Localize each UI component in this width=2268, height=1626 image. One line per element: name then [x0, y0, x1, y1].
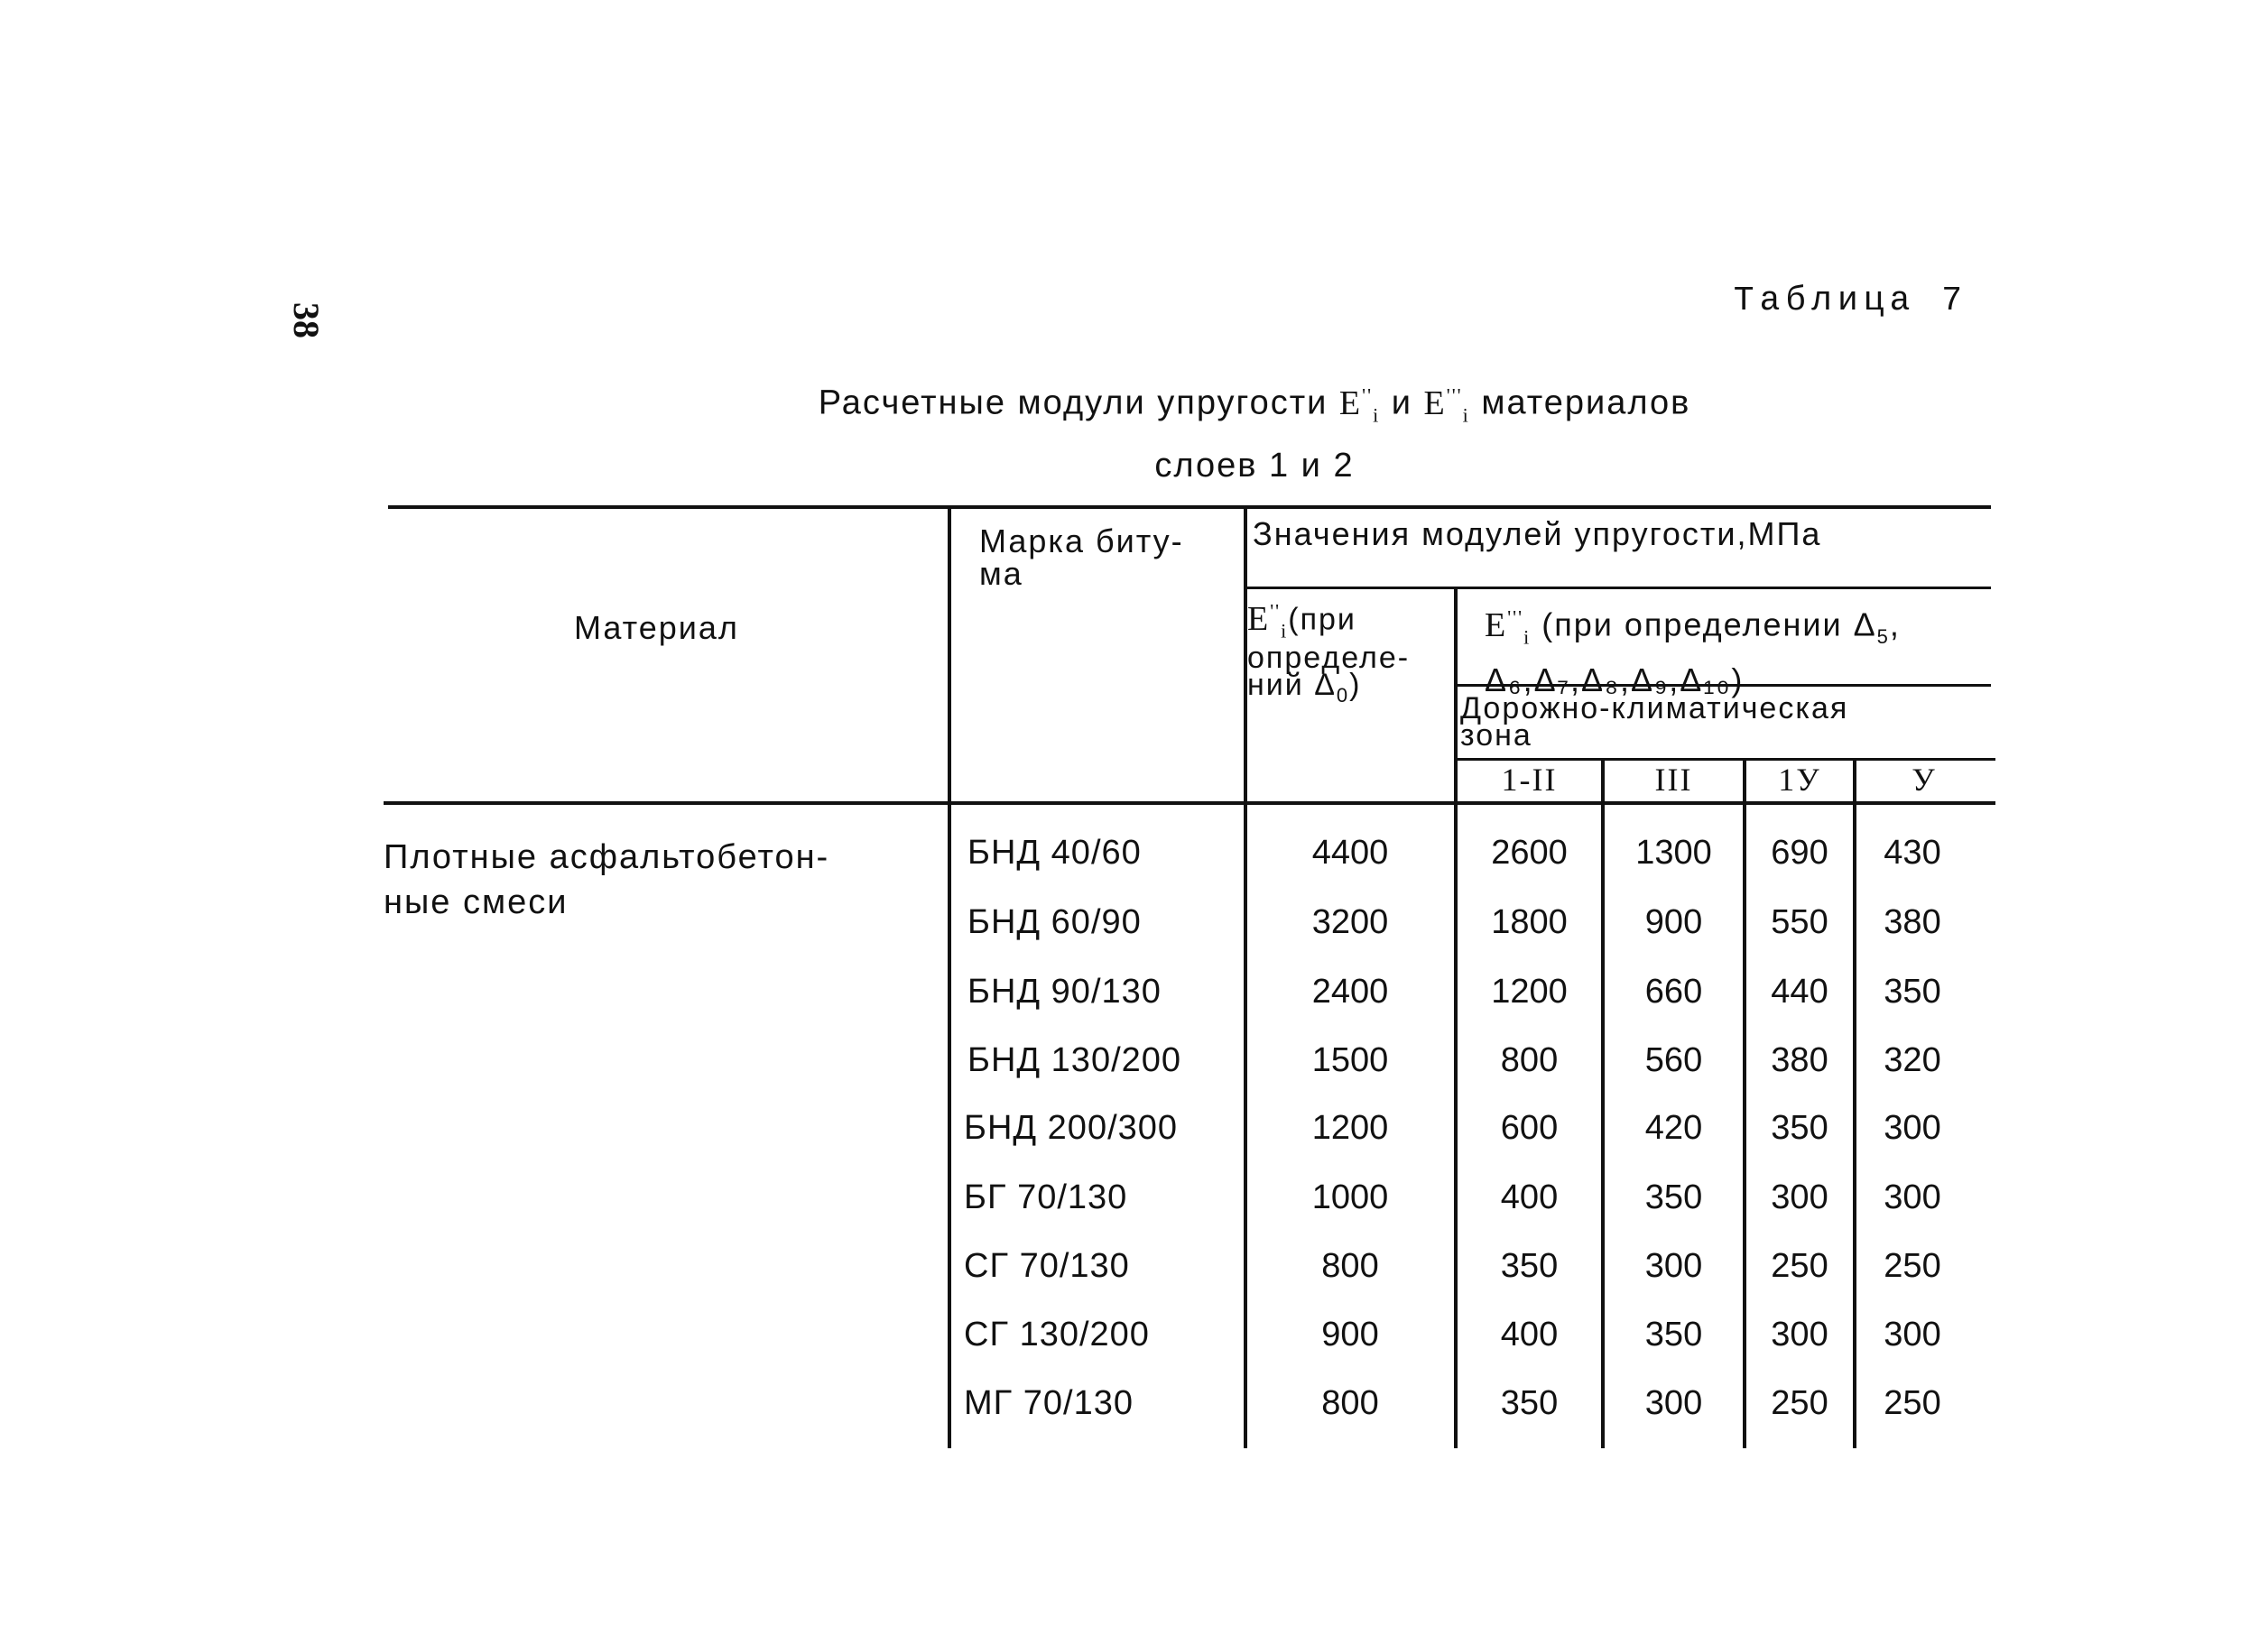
- material-name-line1: Плотные асфальтобетон-: [384, 838, 830, 876]
- cell-mark: БНД 130/200: [967, 1041, 1182, 1079]
- cell-mark: БНД 200/300: [964, 1109, 1179, 1147]
- cell-e2: 1000: [1311, 1178, 1389, 1216]
- e-sup: ''': [1507, 605, 1524, 628]
- header-zone-col-4: У: [1912, 762, 1937, 798]
- e-base: E: [1247, 599, 1271, 638]
- e-sub: i: [1281, 619, 1289, 642]
- cell-e2: 1500: [1311, 1041, 1389, 1079]
- cell-e2: 800: [1321, 1247, 1379, 1285]
- cell-mark: БГ 70/130: [964, 1178, 1128, 1216]
- cell-mark: МГ 70/130: [964, 1384, 1134, 1422]
- e2-text-a: (при: [1288, 602, 1356, 637]
- header-zone-line2: зона: [1460, 718, 1532, 753]
- header-e2: [1247, 597, 1453, 709]
- table-top-rule: [388, 505, 1991, 509]
- cell-zone-3: 250: [1771, 1384, 1828, 1422]
- cell-zone-3: 350: [1771, 1109, 1828, 1147]
- cell-zone-2: 350: [1644, 1316, 1703, 1353]
- header-zone-col-1: 1-II: [1501, 762, 1558, 798]
- cell-zone-2: 420: [1644, 1109, 1703, 1147]
- header-e2-line3: [1247, 668, 1453, 709]
- e-sub: i: [1462, 403, 1470, 427]
- cell-zone-3: 250: [1771, 1247, 1828, 1285]
- header-e2-line2: определе-: [1247, 641, 1411, 676]
- cell-zone-1: 350: [1500, 1384, 1559, 1422]
- cell-mark: БНД 90/130: [967, 973, 1162, 1011]
- cell-zone-3: 300: [1771, 1316, 1828, 1353]
- cell-zone-1: 400: [1500, 1178, 1559, 1216]
- cell-zone-4: 350: [1884, 973, 1941, 1011]
- header-bottom-rule: [384, 801, 1995, 805]
- cell-zone-4: 380: [1884, 903, 1941, 941]
- header-bitumen-mark: [979, 522, 1184, 592]
- e-sub: i: [1373, 403, 1381, 427]
- cell-zone-4: 300: [1884, 1178, 1941, 1216]
- header-e3: [1485, 596, 1999, 702]
- cell-zone-3: 440: [1771, 973, 1828, 1011]
- cell-zone-1: 1200: [1491, 973, 1568, 1011]
- col-divider-material: [948, 507, 951, 1448]
- e2-delta-sub: 0: [1336, 684, 1350, 707]
- cell-zone-2: 900: [1644, 903, 1703, 941]
- header-bitumen-mark-line2: ма: [979, 555, 1023, 592]
- header-material: Материал: [574, 609, 739, 646]
- e-base: E: [1338, 383, 1363, 422]
- cell-zone-1: 400: [1500, 1316, 1559, 1353]
- e3-text-a: (при определении Δ: [1541, 605, 1877, 643]
- e2-text-c: ний Δ: [1247, 668, 1337, 703]
- cell-e2: 1200: [1311, 1109, 1389, 1147]
- cell-zone-3: 550: [1771, 903, 1828, 941]
- title-text-c: материалов: [1469, 383, 1691, 422]
- cell-mark: СГ 70/130: [964, 1247, 1130, 1285]
- cell-zone-4: 430: [1884, 834, 1941, 872]
- cell-zone-1: 350: [1500, 1247, 1559, 1285]
- cell-zone-4: 300: [1884, 1109, 1941, 1147]
- header-zone-col-2: III: [1654, 762, 1693, 798]
- cell-zone-2: 350: [1644, 1178, 1703, 1216]
- cell-mark: БНД 40/60: [967, 834, 1142, 872]
- cell-zone-3: 380: [1771, 1041, 1828, 1079]
- e-sup: ''': [1446, 383, 1463, 406]
- modulus-rule: [1246, 587, 1991, 589]
- table-label: Таблица 7: [1733, 282, 1967, 320]
- e-triple-prime-symbol: [1423, 383, 1470, 427]
- e2-symbol: [1247, 599, 1289, 642]
- title-line-2: слоев 1 и 2: [1154, 447, 1355, 485]
- table-title: [686, 370, 1823, 491]
- cell-e2: 900: [1321, 1316, 1379, 1353]
- cell-zone-3: 690: [1771, 834, 1828, 872]
- header-zone-col-3: 1У: [1778, 762, 1821, 798]
- e-sup: '': [1270, 599, 1282, 622]
- e3-delta-sub: 5: [1876, 624, 1890, 648]
- title-text-a: Расчетные модули упругости: [818, 383, 1339, 422]
- e-sup: '': [1362, 383, 1374, 406]
- zone-rule: [1458, 758, 1995, 761]
- header-zone-line1: Дорожно-климатическая: [1460, 691, 1849, 725]
- cell-zone-2: 1300: [1635, 834, 1712, 872]
- cell-zone-2: 300: [1644, 1384, 1703, 1422]
- header-bitumen-mark-line1: Марка биту-: [979, 522, 1184, 559]
- header-e3-line2: Δ₆,Δ₇,Δ₈,Δ₉,Δ₁₀): [1485, 661, 1745, 699]
- cell-mark: СГ 130/200: [964, 1316, 1150, 1353]
- cell-zone-1: 800: [1500, 1041, 1559, 1079]
- title-text-b: и: [1380, 383, 1424, 422]
- e-base: E: [1423, 383, 1447, 422]
- material-name: [384, 835, 829, 925]
- cell-zone-1: 2600: [1491, 834, 1568, 872]
- cell-e2: 3200: [1311, 903, 1389, 941]
- e3-symbol: [1485, 605, 1532, 649]
- cell-zone-4: 250: [1884, 1247, 1941, 1285]
- e-double-prime-symbol: [1338, 383, 1381, 427]
- cell-zone-3: 300: [1771, 1178, 1828, 1216]
- cell-e2: 4400: [1311, 834, 1389, 872]
- material-name-line2: ные смеси: [384, 883, 569, 921]
- cell-e2: 2400: [1311, 973, 1389, 1011]
- e-base: E: [1485, 605, 1508, 644]
- cell-zone-2: 560: [1644, 1041, 1703, 1079]
- page-number: 38: [286, 302, 328, 338]
- cell-zone-4: 250: [1884, 1384, 1941, 1422]
- e2-text-end: ): [1349, 668, 1362, 703]
- cell-zone-2: 300: [1644, 1247, 1703, 1285]
- header-e2-line1: [1247, 597, 1453, 644]
- cell-zone-1: 600: [1500, 1109, 1559, 1147]
- header-e3-line1: [1485, 596, 1999, 659]
- e-sub: i: [1523, 625, 1532, 649]
- header-modulus-values: Значения модулей упругости,МПа: [1253, 515, 1822, 552]
- cell-zone-4: 300: [1884, 1316, 1941, 1353]
- cell-mark: БНД 60/90: [967, 903, 1142, 941]
- cell-zone-2: 660: [1644, 973, 1703, 1011]
- e3-text-a-end: ,: [1889, 605, 1901, 643]
- cell-zone-4: 320: [1884, 1041, 1941, 1079]
- title-line-1: [686, 370, 1823, 440]
- cell-zone-1: 1800: [1491, 903, 1568, 941]
- cell-e2: 800: [1321, 1384, 1379, 1422]
- header-zone: [1460, 691, 1993, 753]
